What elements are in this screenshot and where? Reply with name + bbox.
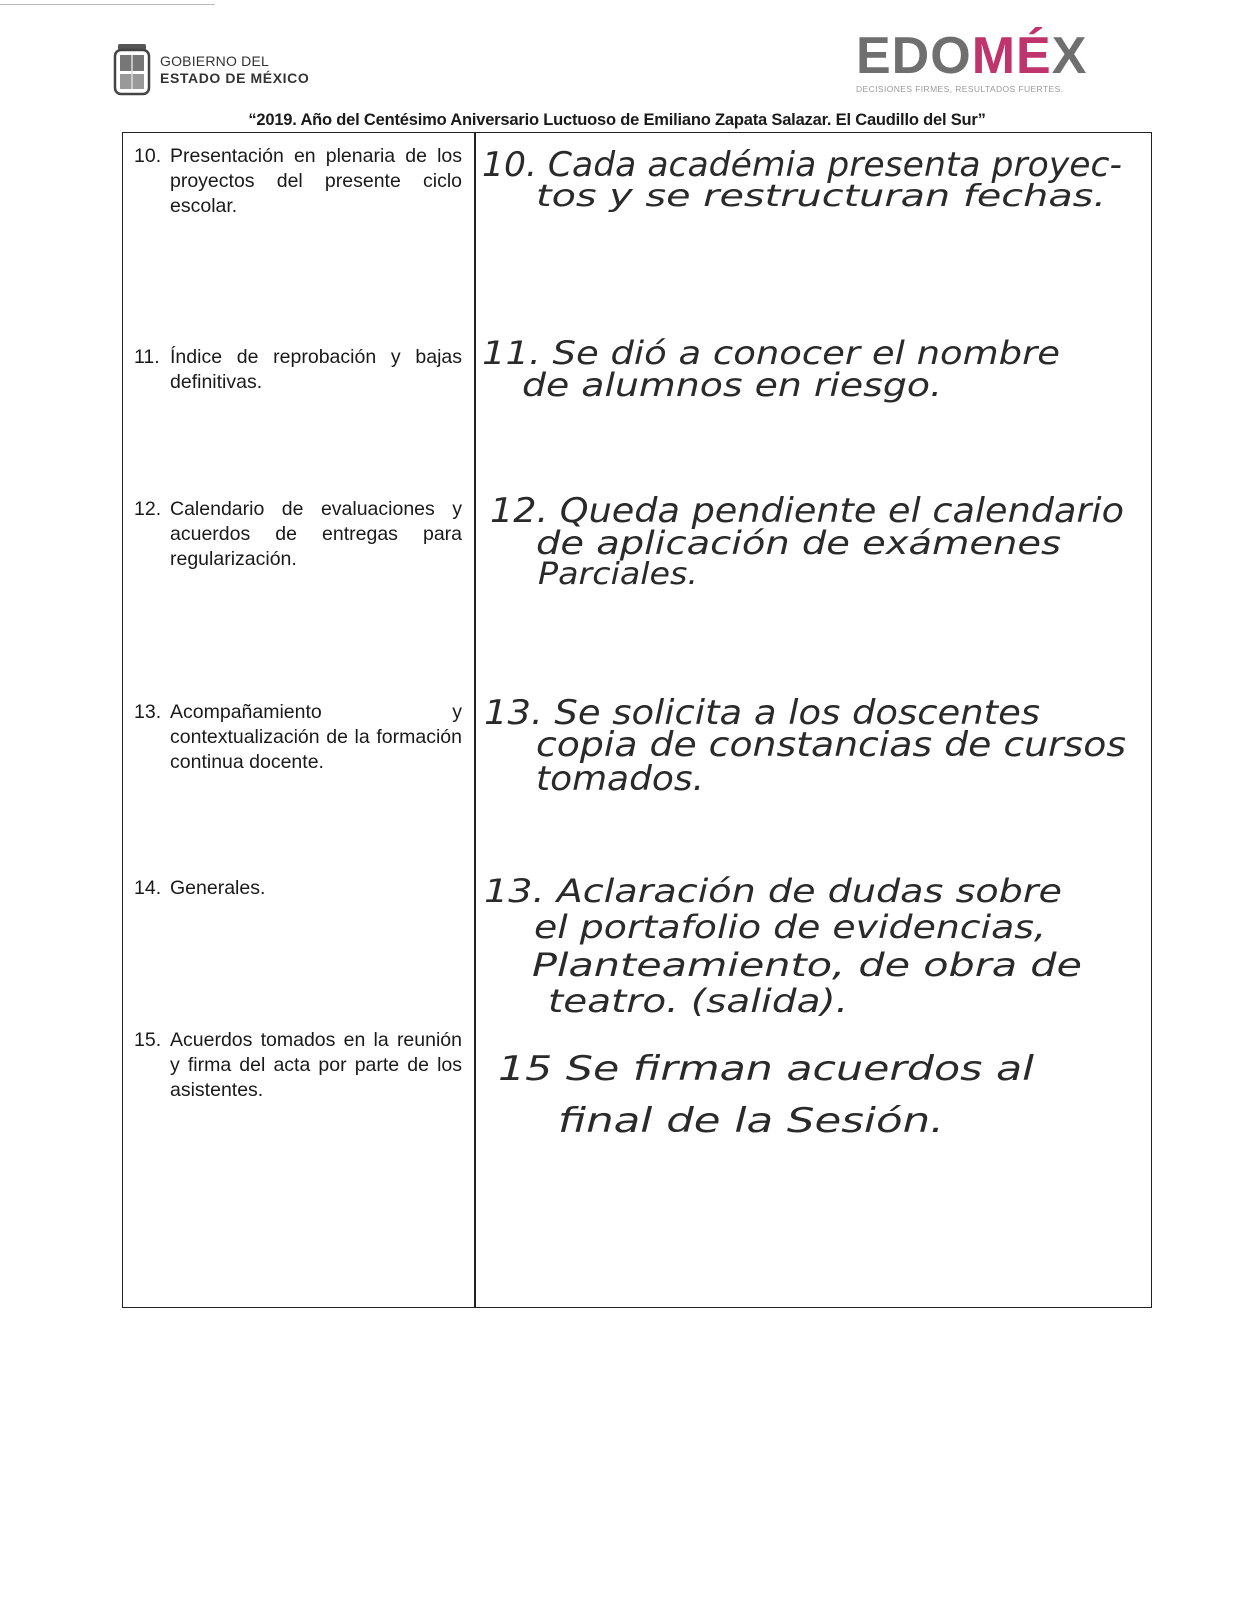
note-line: tomados. [536,759,704,799]
gov-name-line1: GOBIERNO DEL [160,53,269,69]
agenda-text: Índice de reprobación y bajas definitivas. [170,346,462,393]
agenda-number: 15. [134,1029,162,1051]
note-line: el portafolio de evidencias, [534,908,1046,946]
agenda-item [134,876,462,901]
edomex-wordmark-accent: MÉ [971,27,1052,85]
note-line: 11. Se dió a conocer el nombre [482,334,1060,372]
scan-edge-line [0,4,215,5]
note-line: de alumnos en riesgo. [522,366,942,404]
agenda-text: Presentación en plenaria de los proyectos del presente ciclo escolar. [170,145,462,217]
agenda-number: 11. [134,346,160,368]
year-motto: “2019. Año del Centésimo Aniversario Luctuoso de Emiliano Zapata Salazar. El Caudillo del Sur” [248,111,986,129]
agenda-item [134,497,462,572]
agenda-item [134,700,462,775]
note-line: 12. Queda pendiente el calendario [490,491,1124,531]
edomex-wordmark: EDOMÉX [856,27,1088,85]
agenda-number: 10. [134,145,162,167]
agenda-item [134,144,462,219]
agenda-text: Calendario de evaluaciones y acuerdos de entregas para regularización. [170,498,462,570]
edomex-tagline: DECISIONES FIRMES, RESULTADOS FUERTES. [856,84,1064,94]
agenda-number: 13. [134,701,162,723]
note-line: 10. Cada académia presenta proyec- [482,145,1122,185]
note-line: de aplicación de exámenes [536,524,1061,562]
agenda-text: Acompañamiento y contextualización de la formación continua docente. [170,701,462,773]
note-line: 13. Aclaración de dudas sobre [484,872,1062,910]
note-line: Parciales. [538,557,698,592]
gov-name-line2: ESTADO DE MÉXICO [160,70,310,86]
agenda-number: 14. [134,877,162,899]
note-line: 13. Se solicita a los doscentes [484,693,1040,733]
agenda-text: Acuerdos tomados en la reunión y firma del acta por parte de los asistentes. [170,1029,462,1101]
agenda-text: Generales. [170,877,266,899]
note-line: copia de constancias de cursos [536,725,1126,765]
edomex-logo [856,27,1106,94]
agenda-item [134,1028,462,1103]
agenda-number: 12. [134,498,162,520]
note-line: 15 Se firman acuerdos al [498,1049,1035,1089]
agenda-item [134,345,462,395]
note-line: teatro. (salida). [548,982,848,1020]
government-logo [112,42,309,98]
handwritten-notes [476,134,1152,1306]
note-line: final de la Sesión. [558,1101,944,1141]
note-line: tos y se restructuran fechas. [536,179,1106,214]
note-line: Planteamiento, de obra de [532,946,1082,984]
state-crest-icon [112,42,152,98]
